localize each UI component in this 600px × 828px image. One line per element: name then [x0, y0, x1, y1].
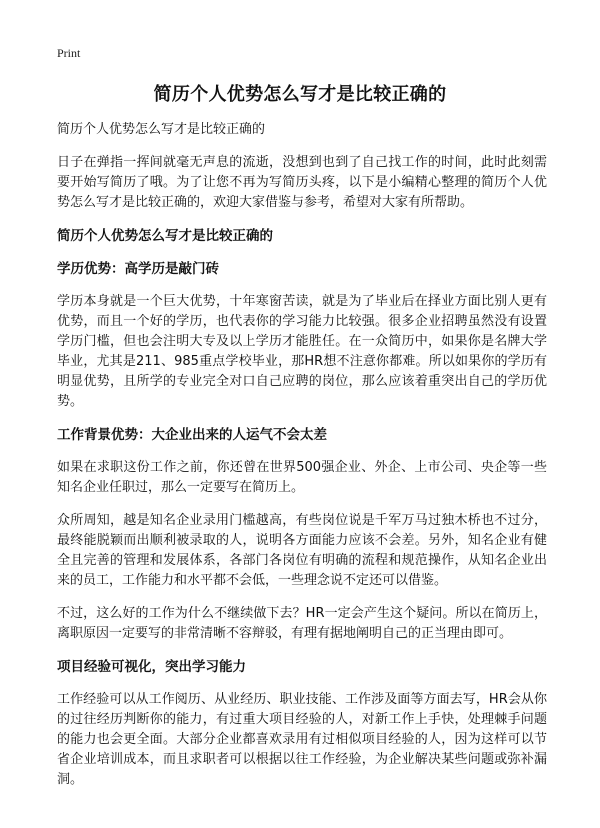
project-experience-heading: 项目经验可视化，突出学习能力 — [57, 659, 246, 675]
page-title: 简历个人优势怎么写才是比较正确的 — [153, 84, 447, 105]
education-heading: 学历优势：高学历是敲门砖 — [57, 261, 219, 277]
intro-paragraph: 日子在弹指一挥间就毫无声息的流逝，没想到也到了自己找工作的时间，此时此刻需要开始写简历了哦。为了让您不再为写简历头疼，以下是小编精心整理的简历个人优势怎么写才是比较正确的，欢迎大家借鉴与参考，希望对大家有所帮助。 — [57, 155, 547, 210]
work-background-heading: 工作背景优势：大企业出来的人运气不会太差 — [57, 427, 327, 443]
work-background-paragraph-1: 如果在求职这份工作之前，你还曾在世界500强企业、外企、上市公司、央企等一些知名企业任职过，那么一定要写在简历上。 — [57, 460, 547, 495]
work-background-paragraph-3: 不过，这么好的工作为什么不继续做下去？HR一定会产生这个疑问。所以在简历上，离职原因一定要写的非常清晰不容辩驳，有理有据地阐明自己的正当理由即可。 — [57, 606, 547, 641]
education-paragraph: 学历本身就是一个巨大优势，十年寒窗苦读，就是为了毕业后在择业方面比别人更有优势，而且一个好的学历，也代表你的学习能力比较强。很多企业招聘虽然没有设置学历门槛，但也会注明大专及以上学历才能胜任。在一众简历中，如果你是名牌大学毕业，尤其是211、985重点学校毕业，那HR想不注意你都难。所以如果你的学历有明显优势，且所学的专业完全对口自己应聘的岗位，那么应该着重突出自己的学历优势。 — [57, 294, 547, 409]
document-subtitle: 简历个人优势怎么写才是比较正确的 — [57, 122, 266, 137]
project-experience-paragraph: 工作经验可以从工作阅历、从业经历、职业技能、工作涉及面等方面去写，HR会从你的过往经历判断你的能力，有过重大项目经验的人，对新工作上手快，处理棘手问题的能力也会更全面。大部分企业都喜欢录用有过相似项目经验的人，因为这样可以节省企业培训成本，而且求职者可以根据以往工作经验，为企业解决某些问题或弥补漏洞。 — [57, 692, 547, 787]
print-link[interactable]: Print — [57, 46, 81, 60]
work-background-paragraph-2: 众所周知，越是知名企业录用门槛越高，有些岗位说是千军万马过独木桥也不过分，最终能脱颖而出顺利被录取的人，说明各方面能力应该不会差。另外，知名企业有健全且完善的管理和发展体系，各部门各岗位有明确的流程和规范操作，从知名企业出来的员工，工作能力和水平都不会低，一些理念说不定还可以借鉴。 — [57, 513, 547, 588]
document-body — [57, 120, 547, 803]
section-heading: 简历个人优势怎么写才是比较正确的 — [57, 228, 273, 244]
